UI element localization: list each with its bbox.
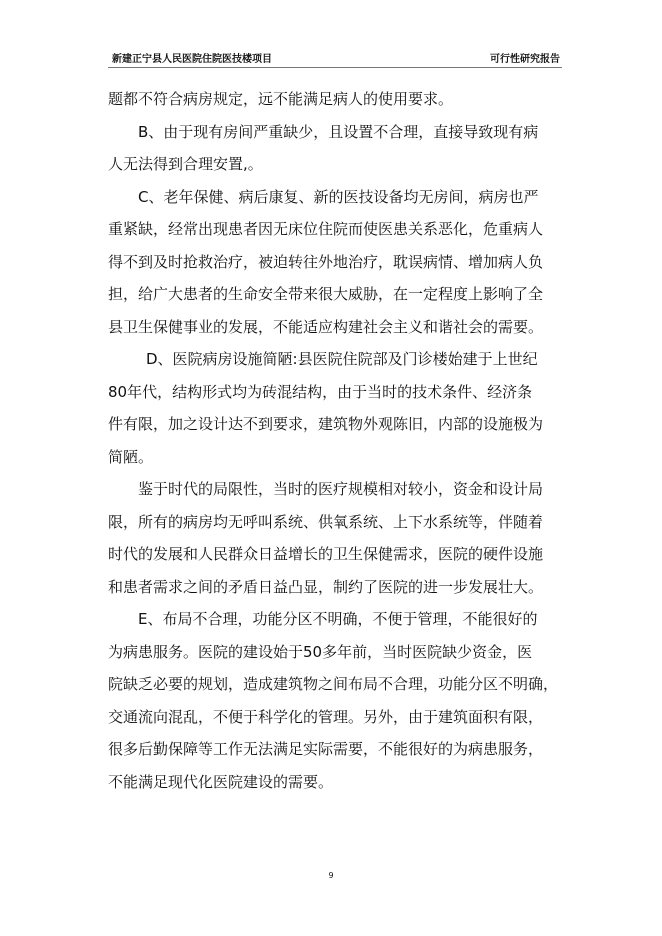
page-number: 9: [328, 871, 334, 880]
text-line: 担，给广大患者的生命安全带来很大威胁，在一定程度上影响了全: [108, 285, 544, 303]
text-line: 时代的发展和人民群众日益增长的卫生保健需求，医院的硬件设施: [108, 545, 544, 563]
text-line: E、布局不合理，功能分区不明确，不便于管理，不能很好的: [138, 610, 538, 628]
text-line: 为病患服务。医院的建设始于50多年前，当时医院缺少资金，医: [108, 642, 533, 661]
text-line: 院缺乏必要的规划，造成建筑物之间布局不合理，功能分区不明确，: [108, 675, 559, 693]
header-report-type: 可行性研究报告: [490, 54, 560, 65]
page-header: [108, 44, 562, 66]
text-line: 限，所有的病房均无呼叫系统、供氧系统、上下水系统等，伴随着: [108, 512, 544, 531]
text-line: 题都不符合病房规定，远不能满足病人的使用要求。: [108, 90, 454, 108]
text-line: 县卫生保健事业的发展，不能适应构建社会主义和谐社会的需要。: [108, 317, 544, 336]
text-line: 重紧缺，经常出现患者因无床位住院而使医患关系恶化，危重病人: [108, 220, 544, 238]
text-line: 鉴于时代的局限性，当时的医疗规模相对较小，资金和设计局: [138, 480, 544, 498]
text-line: 简陋。: [108, 447, 154, 466]
text-line: D、医院病房设施简陋:县医院住院部及门诊楼始建于上世纪: [146, 350, 538, 368]
document-body: [108, 83, 562, 798]
header-divider: [108, 67, 562, 68]
text-line: 和患者需求之间的矛盾日益凸显，制约了医院的进一步发展壮大。: [108, 577, 544, 596]
text-line: 人无法得到合理安置,。: [108, 155, 263, 173]
header-project-title: 新建正宁县人民医院住院医技楼项目: [112, 54, 272, 65]
text-line: 80年代，结构形式均为砖混结构，由于当时的技术条件、经济条: [108, 382, 533, 401]
text-line: 交通流向混乱，不便于科学化的管理。另外，由于建筑面积有限，: [108, 707, 544, 726]
text-line: B、由于现有房间严重缺少，且设置不合理，直接导致现有病: [138, 122, 539, 141]
text-line: 得不到及时抢救治疗，被迫转往外地治疗，耽误病情、增加病人负: [108, 252, 544, 271]
text-line: C、老年保健、病后康复、新的医技设备均无房间，病房也严: [138, 187, 539, 206]
text-line: 不能满足现代化医院建设的需要。: [108, 772, 334, 791]
text-line: 很多后勤保障等工作无法满足实际需要，不能很好的为病患服务，: [108, 740, 544, 758]
text-line: 件有限，加之设计达不到要求，建筑物外观陈旧，内部的设施极为: [108, 415, 544, 433]
